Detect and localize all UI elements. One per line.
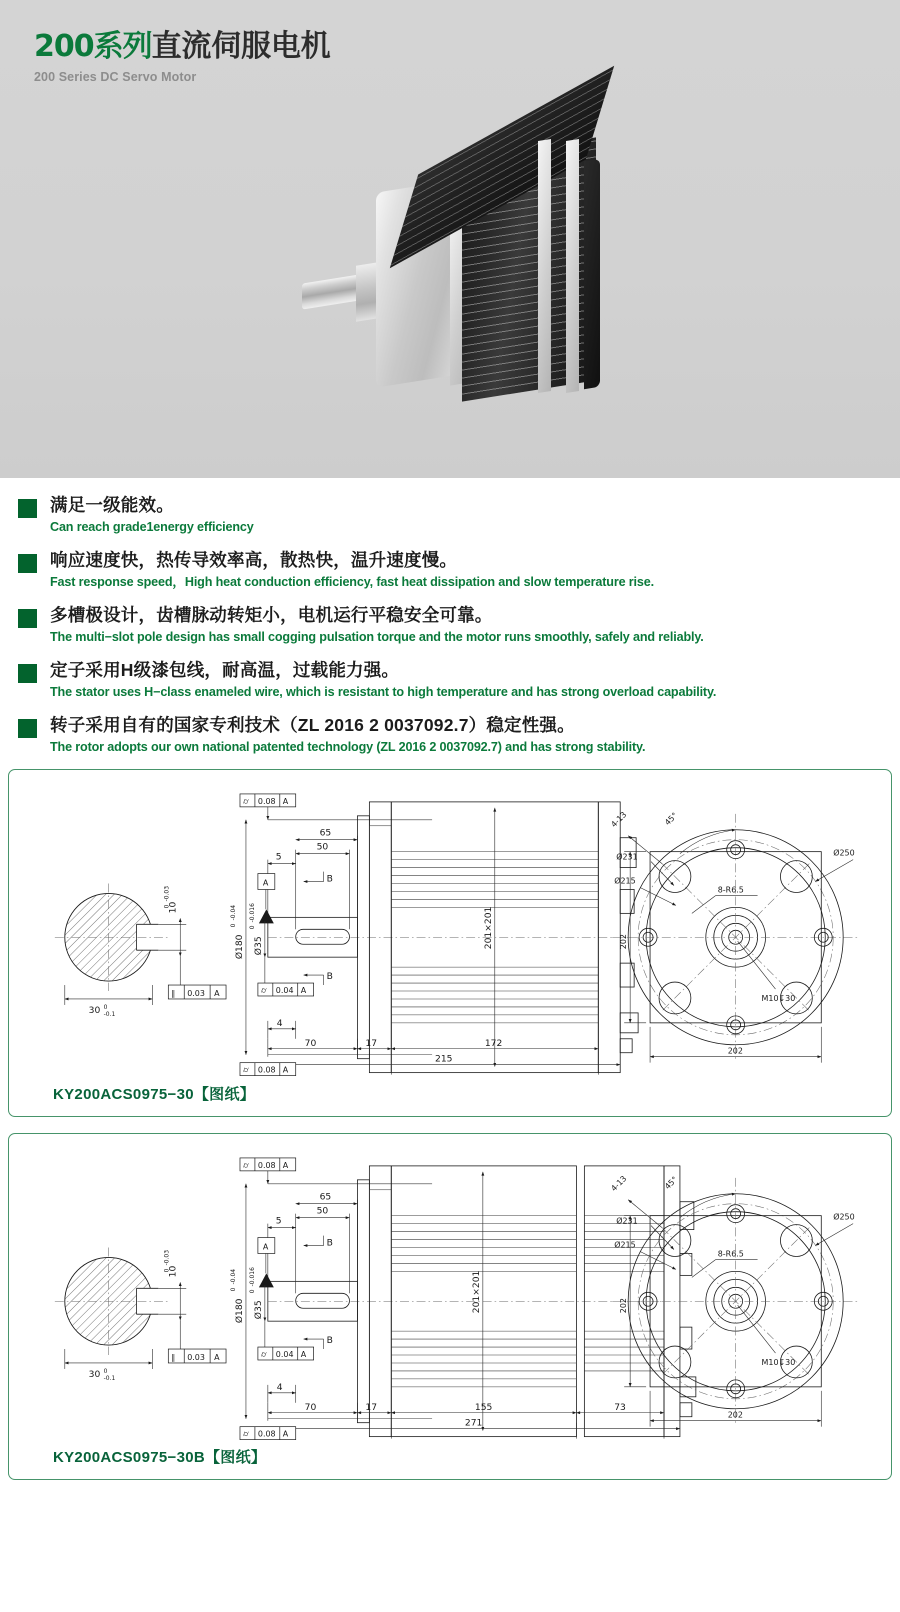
dim-pilot-diameter: Ø180 — [234, 1298, 245, 1323]
dim-pilot-diameter-tol-lo: -0.04 — [230, 1268, 238, 1284]
dim-outer-diameter: Ø250 — [833, 1212, 855, 1222]
dim-flange-thickness: 17 — [365, 1402, 378, 1413]
dim-bolt-circle-diameter: Ø231 — [616, 1216, 638, 1226]
dim-shaft-diameter: Ø35 — [253, 936, 264, 956]
bullet-square-icon — [18, 719, 37, 738]
note-angle: 45° — [663, 1174, 680, 1191]
product-image — [0, 120, 900, 420]
dim-key-total: 65 — [319, 828, 332, 839]
fcf-symbol: ⌭ — [242, 1160, 249, 1170]
feature-item — [18, 714, 882, 755]
dim-keyway-length: 50 — [316, 842, 329, 853]
dim-pilot-diameter-front: Ø215 — [614, 876, 636, 886]
dim-square-width: 202 — [727, 1410, 743, 1420]
fcf-datum: A — [300, 1349, 307, 1359]
dim-shaft-flat-width-tol-up: 0 — [103, 1003, 108, 1011]
dim-shaft-diameter: Ø35 — [253, 1299, 264, 1319]
feature-text-cn: 定子采用H级漆包线，耐高温，过载能力强。 — [50, 659, 400, 680]
fcf-symbol: ⌭ — [260, 985, 267, 995]
fcf-tolerance: 0.08 — [257, 1429, 276, 1439]
dim-square-width: 202 — [727, 1046, 743, 1056]
dim-total-length: 271 — [464, 1418, 483, 1429]
note-corner-radius: 8-R6.5 — [717, 1248, 744, 1258]
feature-item — [18, 659, 882, 700]
fcf-datum: A — [282, 1065, 289, 1075]
drawing-svg-1 — [19, 778, 881, 1077]
dim-body-length: 155 — [474, 1402, 493, 1413]
feature-control-frame-runout-top — [240, 1157, 296, 1170]
fcf-datum: A — [282, 1160, 289, 1170]
dim-body-length: 172 — [484, 1038, 503, 1049]
fcf-symbol: ∥ — [171, 1352, 176, 1362]
dim-keyway-offset: 5 — [275, 852, 282, 863]
feature-item — [18, 494, 882, 535]
feature-control-frame-runout-bottom — [240, 1426, 296, 1439]
dim-flange-thickness: 17 — [365, 1038, 378, 1049]
fcf-tolerance: 0.08 — [257, 796, 276, 806]
dim-pilot-diameter-tol-up: 0 — [230, 923, 238, 928]
dim-body-square: 201×201 — [471, 1270, 482, 1313]
feature-text-en: The stator uses H−class enameled wire, which is resistant to high temperature and has strong overload capability. — [50, 684, 717, 699]
feature-item — [18, 549, 882, 590]
section-view-keyway — [55, 883, 226, 1017]
fcf-datum: A — [300, 985, 307, 995]
fcf-symbol: ∥ — [171, 988, 176, 998]
page-subtitle: 200 Series DC Servo Motor — [34, 70, 197, 84]
page-title-product: 直流伺服电机 — [151, 30, 331, 63]
fcf-datum: A — [214, 1352, 220, 1362]
fcf-datum: A — [282, 1429, 289, 1439]
section-letter: B — [326, 1335, 333, 1346]
fcf-symbol: ⌭ — [242, 1065, 249, 1075]
dim-key-height-tol-lo: -0.03 — [163, 1249, 171, 1265]
dim-shaft-length: 70 — [304, 1038, 317, 1049]
feature-text-en: The multi−slot pole design has small cogging pulsation torque and the motor runs smoothly, safely and reliably. — [50, 629, 704, 644]
dim-shaft-flat-width: 30 — [88, 1369, 101, 1380]
dim-key-height-tol-up: 0 — [163, 904, 171, 909]
bullet-square-icon — [18, 664, 37, 683]
drawing-panel — [8, 769, 892, 1117]
fcf-datum: A — [282, 796, 289, 806]
section-mark-b-top — [304, 1235, 333, 1248]
drawing-panel — [8, 1133, 892, 1481]
motor-band-2-icon — [566, 139, 579, 393]
technical-drawing — [19, 778, 881, 1077]
feature-text-cn: 满足一级能效。 — [50, 495, 174, 515]
dim-shaft-length: 70 — [304, 1402, 317, 1413]
datum-label: A — [262, 878, 269, 888]
feature-text-en: Can reach grade1energy efficiency — [50, 519, 254, 534]
technical-drawing — [19, 1142, 881, 1441]
note-corner-radius: 8-R6.5 — [717, 885, 744, 895]
dim-square-height: 202 — [619, 1297, 629, 1313]
dim-brake-length: 73 — [614, 1402, 626, 1413]
fcf-tolerance: 0.08 — [257, 1160, 276, 1170]
dim-shaft-flat-width-tol-lo: -0.1 — [103, 1374, 116, 1382]
dim-shaft-diameter-tol-lo: -0.016 — [248, 902, 256, 923]
fcf-datum: A — [214, 988, 220, 998]
section-letter: B — [326, 874, 333, 885]
dim-key-height-tol-lo: -0.03 — [163, 885, 171, 902]
dim-pilot-diameter-front: Ø215 — [614, 1240, 636, 1250]
dim-keyway-offset: 5 — [275, 1216, 282, 1227]
feature-item — [18, 604, 882, 645]
dim-key-height: 10 — [168, 1265, 179, 1277]
fcf-symbol: ⌭ — [260, 1349, 267, 1359]
drawing-caption: KY200ACS0975−30B【图纸】 — [53, 1449, 267, 1467]
feature-control-frame-runout-mid — [258, 1347, 314, 1360]
dim-keyway-length: 50 — [316, 1206, 329, 1217]
drawing-caption: KY200ACS0975−30【图纸】 — [53, 1085, 256, 1103]
note-mounting-holes: 4-13 — [609, 1173, 629, 1193]
fcf-tolerance: 0.03 — [187, 988, 205, 998]
datum-feature-a — [258, 1237, 275, 1287]
page-title — [34, 30, 900, 63]
note-mounting-holes: 4-13 — [609, 809, 629, 830]
note-center-thread: M10↧30 — [761, 993, 796, 1003]
dim-shaft-flat-width-tol-lo: -0.1 — [103, 1010, 116, 1018]
feature-control-frame-parallelism — [168, 1349, 226, 1363]
dim-shaft-diameter-tol-up: 0 — [248, 1289, 256, 1293]
dim-shaft-diameter-tol-lo: -0.016 — [248, 1266, 256, 1286]
dim-pilot-diameter-tol-lo: -0.04 — [230, 904, 238, 921]
dim-shaft-flat-width: 30 — [88, 1005, 101, 1016]
datum-label: A — [262, 1242, 269, 1252]
feature-control-frame-runout-mid — [258, 983, 314, 996]
dim-pilot-diameter: Ø180 — [234, 934, 245, 960]
side-elevation-view — [230, 794, 638, 1076]
section-letter: B — [326, 971, 333, 982]
dim-key-depth: 4 — [276, 1018, 283, 1029]
dim-square-height: 202 — [619, 933, 629, 950]
dim-shaft-diameter-tol-up: 0 — [248, 925, 256, 930]
feature-text-en: Fast response speed，High heat conduction efficiency, fast heat dissipation and slow temperature rise. — [50, 574, 654, 589]
bullet-square-icon — [18, 554, 37, 573]
section-view-keyway — [55, 1247, 226, 1381]
motor-band-1-icon — [538, 139, 551, 393]
feature-list — [0, 478, 900, 755]
hero-section — [0, 0, 900, 478]
fcf-symbol: ⌭ — [242, 796, 249, 806]
feature-control-frame-runout-top — [240, 794, 296, 807]
datum-feature-a — [258, 873, 275, 923]
fcf-tolerance: 0.04 — [275, 1349, 294, 1359]
feature-text-cn: 响应速度快，热传导效率高，散热快，温升速度慢。 — [50, 549, 458, 570]
motor-endcap-icon — [584, 159, 600, 390]
dim-bolt-circle-diameter: Ø231 — [616, 852, 638, 862]
dim-key-height: 10 — [168, 901, 179, 914]
drawing-svg-2 — [19, 1142, 881, 1441]
fcf-tolerance: 0.03 — [187, 1352, 205, 1362]
dim-shaft-flat-width-tol-up: 0 — [103, 1367, 108, 1375]
front-view — [609, 810, 859, 1063]
dim-total-length: 215 — [435, 1054, 453, 1065]
fcf-tolerance: 0.08 — [257, 1065, 276, 1075]
dim-body-square: 201×201 — [483, 906, 494, 950]
motor-render — [300, 130, 600, 380]
page-title-series: 200系列 — [34, 29, 152, 64]
dim-outer-diameter: Ø250 — [833, 848, 855, 858]
note-angle: 45° — [663, 810, 680, 828]
section-letter: B — [326, 1238, 333, 1249]
feature-text-cn: 转子采用自有的国家专利技术（ZL 2016 2 0037092.7）稳定性强。 — [50, 714, 575, 735]
note-center-thread: M10↧30 — [761, 1357, 796, 1367]
dim-key-total: 65 — [319, 1192, 332, 1203]
front-view — [609, 1174, 859, 1427]
feature-control-frame-runout-bottom — [240, 1063, 296, 1076]
feature-control-frame-parallelism — [168, 985, 226, 999]
fcf-tolerance: 0.04 — [275, 985, 294, 995]
dim-pilot-diameter-tol-up: 0 — [230, 1287, 238, 1291]
dim-key-height-tol-up: 0 — [163, 1268, 171, 1272]
dim-key-depth: 4 — [276, 1382, 283, 1393]
bullet-square-icon — [18, 609, 37, 628]
bullet-square-icon — [18, 499, 37, 518]
feature-text-en: The rotor adopts our own national patented technology (ZL 2016 2 0037092.7) and has strong stability. — [50, 739, 646, 754]
fcf-symbol: ⌭ — [242, 1429, 249, 1439]
section-mark-b-top — [304, 871, 333, 884]
feature-text-cn: 多槽极设计，齿槽脉动转矩小，电机运行平稳安全可靠。 — [50, 604, 493, 625]
